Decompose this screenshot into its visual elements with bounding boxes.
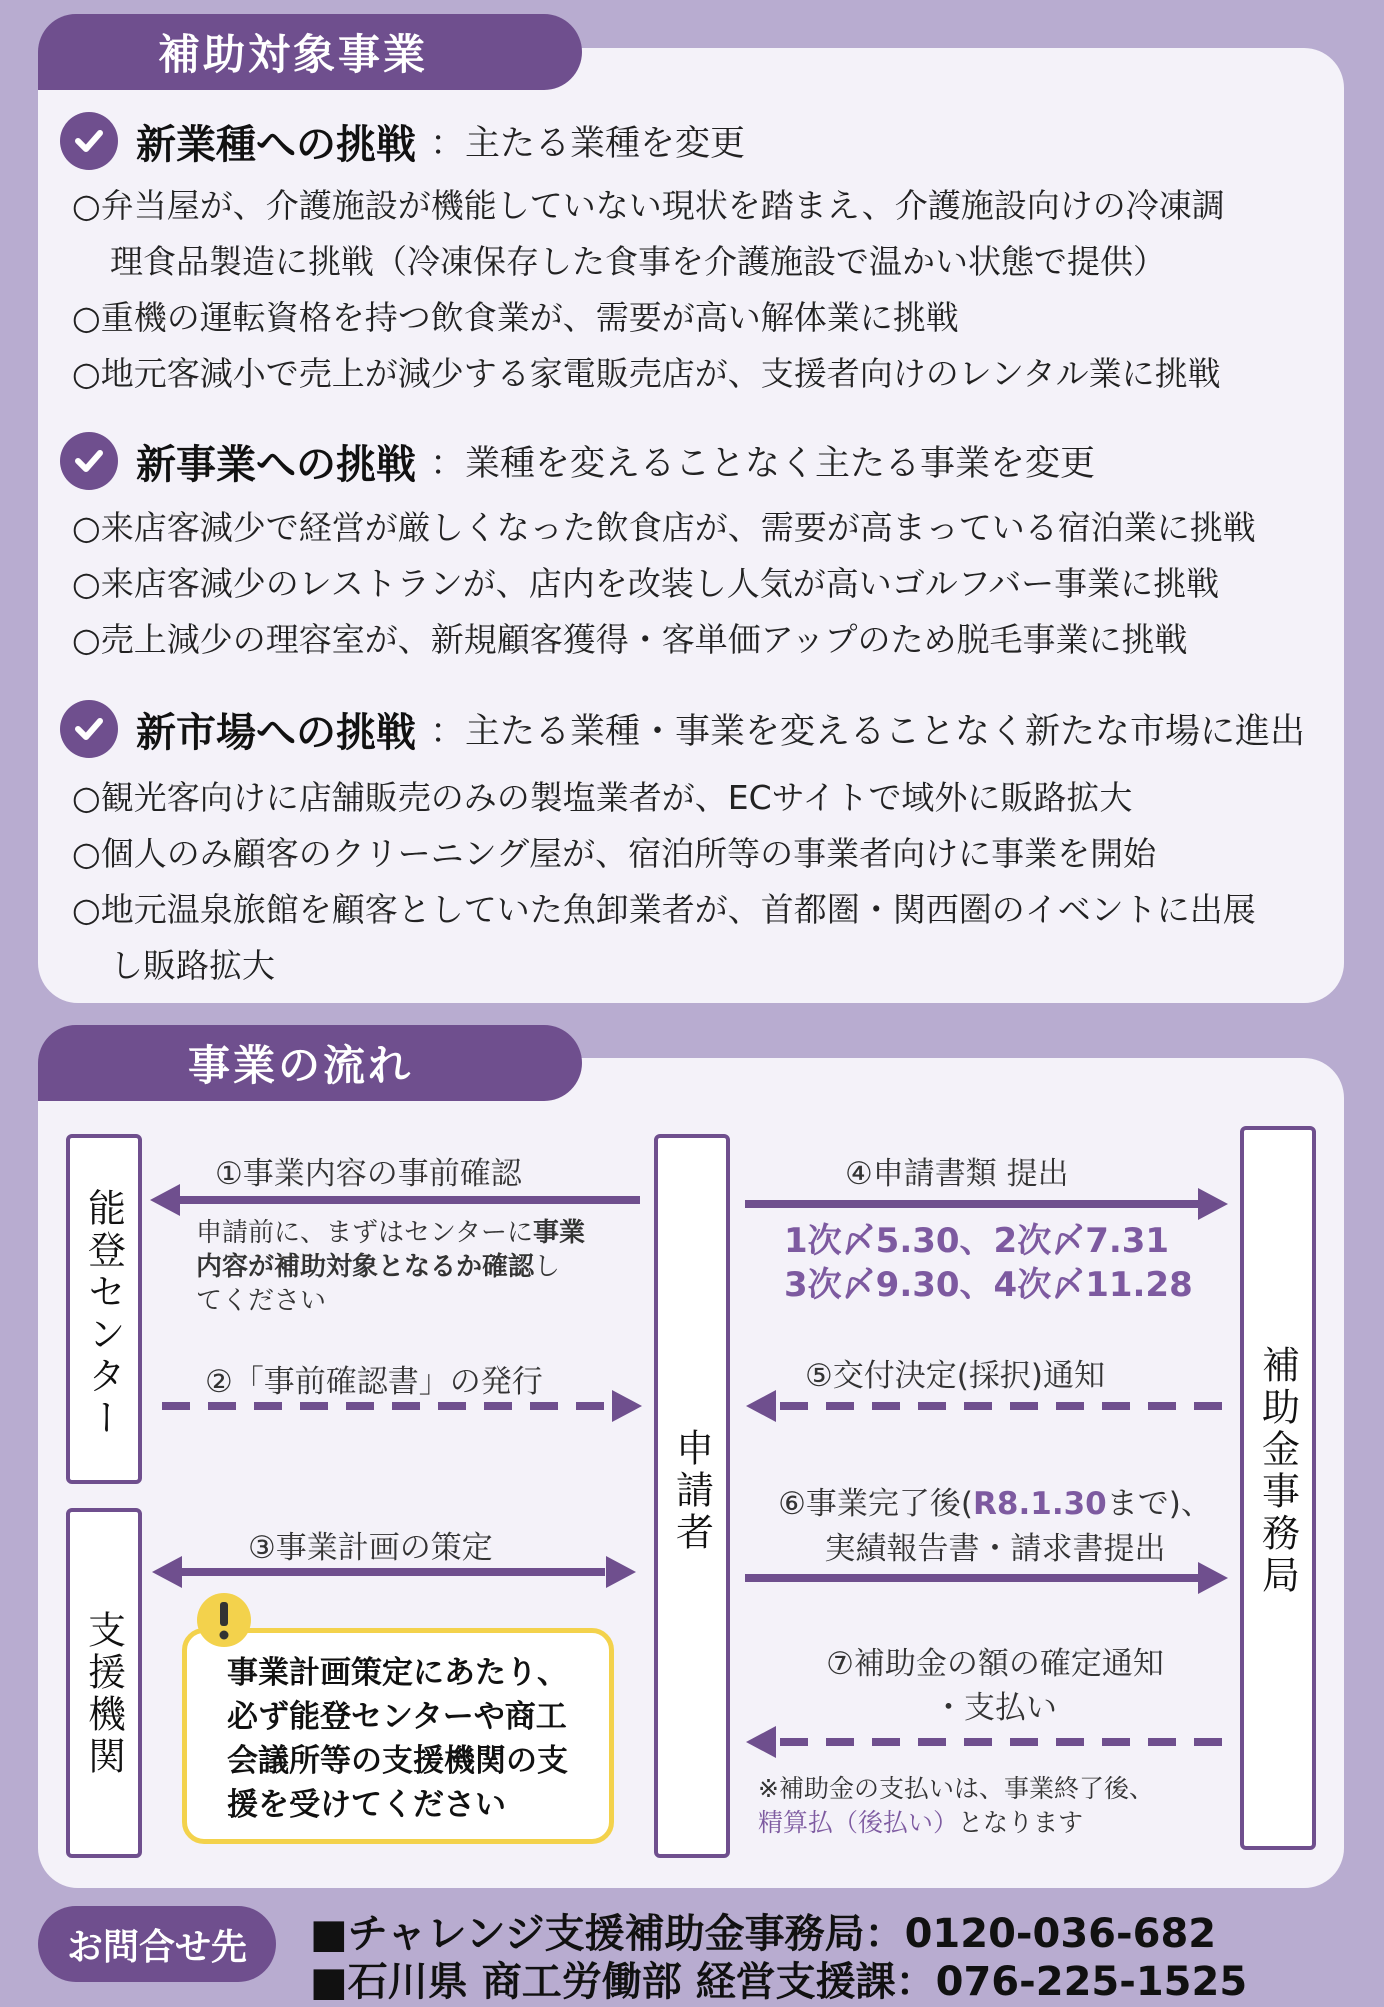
noto-center-label: 能登センター bbox=[81, 1188, 126, 1440]
section-tab-business-flow: 事業の流れ bbox=[38, 1025, 582, 1101]
arrow-step1-head bbox=[150, 1184, 180, 1216]
example-item: ○売上減少の理容室が、新規顧客獲得・客単価アップのため脱毛事業に挑戦 bbox=[72, 620, 1188, 659]
contact-line-prefecture: ■石川県 商工労働部 経営支援課：076-225-1525 bbox=[310, 1959, 1248, 2005]
step7-label: ⑦補助金の額の確定通知 ・支払い bbox=[826, 1646, 1164, 1726]
step1-note: 申請前に、まずはセンターに事業 内容が補助対象となるか確認し てください bbox=[196, 1218, 585, 1316]
step7-note: ※補助金の支払いは、事業終了後、 精算払（後払い）となります bbox=[758, 1774, 1154, 1837]
example-item: ○重機の運転資格を持つ飲食業が、需要が高い解体業に挑戦 bbox=[72, 298, 959, 337]
step4-label: ④申請書類 提出 bbox=[845, 1156, 1069, 1192]
step2-label: ②「事前確認書」の発行 bbox=[205, 1364, 543, 1400]
section-tab-target-projects: 補助対象事業 bbox=[38, 14, 582, 90]
step6-label: ⑥事業完了後(R8.1.30まで)、 実績報告書・請求書提出 bbox=[778, 1486, 1212, 1567]
group-title: 新業種への挑戦 bbox=[136, 121, 416, 168]
step3-label: ③事業計画の策定 bbox=[248, 1530, 493, 1566]
step4-deadlines-1: 1次〆5.30、2次〆7.31 bbox=[784, 1221, 1170, 1261]
group-subtitle: ：主たる業種・事業を変えることなく新たな市場に進出 bbox=[430, 712, 1306, 752]
step4-deadlines-2: 3次〆9.30、4次〆11.28 bbox=[784, 1265, 1193, 1305]
group-subtitle: ：業種を変えることなく主たる事業を変更 bbox=[430, 444, 1096, 484]
contact-tab: お問合せ先 bbox=[38, 1906, 276, 1982]
step5-label: ⑤交付決定(採択)通知 bbox=[805, 1358, 1105, 1394]
subsidy-office-label: 補助金事務局 bbox=[1255, 1345, 1300, 1597]
example-item: ○来店客減少のレストランが、店内を改装し人気が高いゴルフバー事業に挑戦 bbox=[72, 564, 1220, 603]
arrow-step5-head bbox=[746, 1390, 776, 1422]
group-subtitle: ：主たる業種を変更 bbox=[430, 124, 746, 164]
example-item: ○来店客減少で経営が厳しくなった飲食店が、需要が高まっている宿泊業に挑戦 bbox=[72, 508, 1256, 547]
example-item: ○観光客向けに店舗販売のみの製塩業者が、ECサイトで域外に販路拡大 bbox=[72, 778, 1133, 817]
group-title: 新事業への挑戦 bbox=[136, 441, 416, 488]
arrow-step3-head-right bbox=[606, 1556, 636, 1588]
warning-icon bbox=[196, 1592, 252, 1648]
arrow-step7-head bbox=[746, 1726, 776, 1758]
example-item: ○個人のみ顧客のクリーニング屋が、宿泊所等の事業者向けに事業を開始 bbox=[72, 834, 1157, 873]
warning-box: 事業計画策定にあたり、必ず能登センターや商工会議所等の支援機関の支援を受けてください bbox=[182, 1628, 614, 1844]
example-item: 理食品製造に挑戦（冷凍保存した食事を介護施設で温かい状態で提供） bbox=[110, 242, 1166, 281]
example-item: ○地元温泉旅館を顧客としていた魚卸業者が、首都圏・関西圏のイベントに出展 bbox=[72, 890, 1256, 929]
group-title: 新市場への挑戦 bbox=[136, 709, 416, 756]
arrow-step4-head bbox=[1198, 1188, 1228, 1220]
arrow-step2-head bbox=[612, 1390, 642, 1422]
example-item: し販路拡大 bbox=[110, 946, 275, 985]
applicant-label: 申請者 bbox=[669, 1428, 714, 1554]
arrow-step3-head-left bbox=[152, 1556, 182, 1588]
example-item: ○弁当屋が、介護施設が機能していない現状を踏まえ、介護施設向けの冷凍調 bbox=[72, 186, 1225, 225]
contact-line-office: ■チャレンジ支援補助金事務局：0120-036-682 bbox=[310, 1911, 1217, 1957]
example-item: ○地元客減小で売上が減少する家電販売店が、支援者向けのレンタル業に挑戦 bbox=[72, 354, 1221, 393]
step1-label: ①事業内容の事前確認 bbox=[215, 1156, 522, 1192]
support-org-label: 支援機関 bbox=[81, 1610, 126, 1778]
